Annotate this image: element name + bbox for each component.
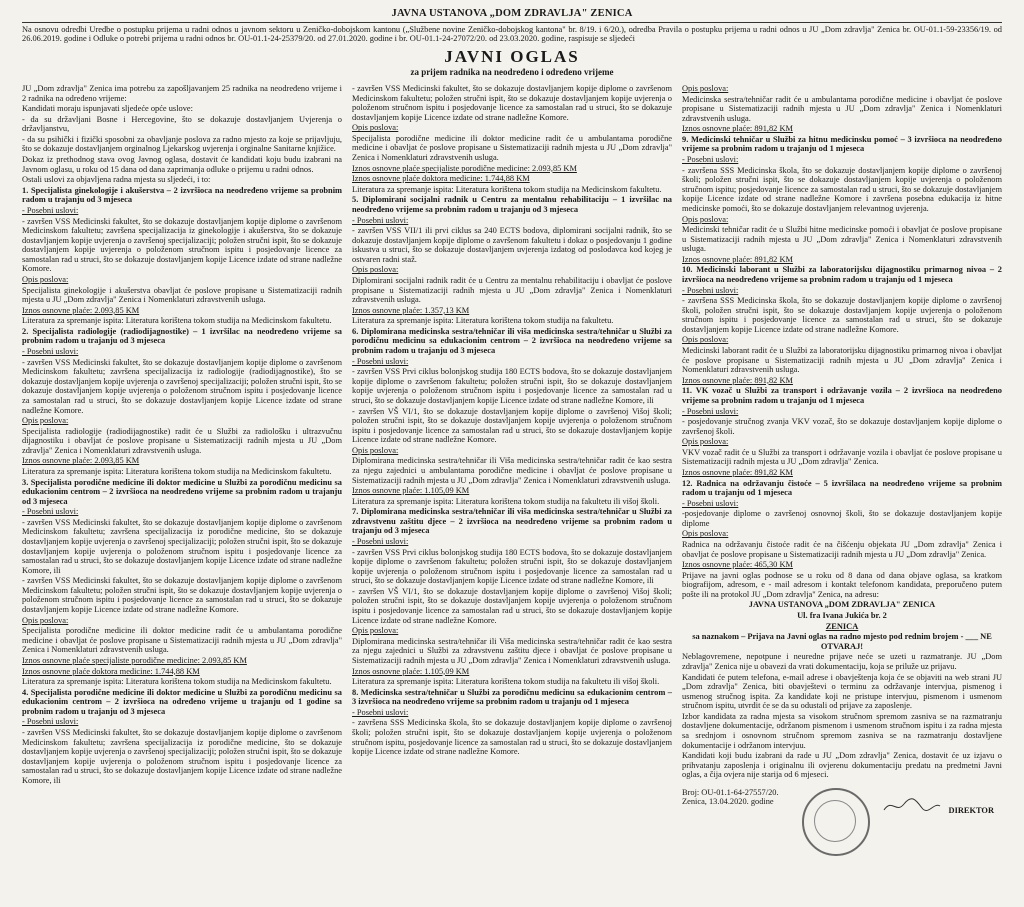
envelope-note: sa naznakom – Prijava na Javni oglas na radno mjesto pod rednim brojem - ___ NE OTVARAJ! <box>692 632 992 651</box>
main-title: JAVNI OGLAS <box>444 46 580 66</box>
duties-label: Opis poslova: <box>682 529 729 539</box>
duties-text: Specijalista ginekologije i akušerstva obavljat će poslove propisane u Sistematizaciji radnih mjesta u JU „Dom zdravlja" Zenica i Nomenklaturi zdravstvenih usluga. <box>22 285 342 305</box>
duties-label: Opis poslova: <box>352 445 399 455</box>
columns <box>22 84 1002 907</box>
section-heading: 11. VK vozač u Službi za transport i održavanje vozila – 2 izvršioca na neodređeno vrijeme sa probnim radom u trajanju od 1 mjeseca <box>682 386 1002 405</box>
conditions-text: - završen VŠ VI/1, što se dokazuje dostavljanjem kopije diplome o završenoj Višoj školi; položen stručni ispit, što se dokazuje dostavljanjem kopije uvjerenja o položenom stručnom ispitu i posjedovanje licence za samostalan rad u struci, što se dokazuje dostavljanjem kopije Licence izdate od strane nadležne Komore. <box>352 406 672 445</box>
salary: Iznos osnovne plaće: 465,30 KM <box>682 560 793 570</box>
section-heading: 4. Specijalista porodične medicine ili doktor medicine u Službi za porodičnu medicinu sa edukacionim centrom – 2 izvršioca na određeno vrijeme u trajanju od 1 godine sa probnim radom u trajanju od 3 mjeseca <box>22 687 342 716</box>
section-heading: 8. Medicinska sestra/tehničar u Službi za porodičnu medicinu sa edukacionim centrom – 3 izvršioca na neodređeno vrijeme sa probnim radom u trajanju od 1 mjeseca <box>352 687 672 707</box>
literature: Literatura za spremanje ispita: Literatura korištena tokom studija na fakultetu. <box>352 316 614 326</box>
literature: Literatura za spremanje ispita: Literatura korištena tokom studija na Medicinskom fakultetu. <box>22 316 332 326</box>
duties-text: Diplomirana medicinska sestra/tehničar ili Viša medicinska sestra/tehničar radit će kao sestra za njegu zajednici u ambulantama porodične medicine i obavljat će poslove propisane u Sistematizaciji radnih mjesta u JU „Dom zdravlja" Zenica i Nomenklaturi zdravstvenih usluga. <box>352 456 672 485</box>
salary: Iznos osnovne plaće: 891,82 KM <box>682 124 793 134</box>
duties-text: Medicinski laborant radit će u Službi za laboratorijsku dijagnostiku primarnog nivoa i obavljat će poslove propisane u Sistematizaciji radnih mjesta u JU „Dom zdravlja" Zenica i Nomenklaturi zdravstvenih usluga. <box>682 346 1002 375</box>
section-heading: 7. Diplomirana medicinska sestra/tehničar ili viša medicinska sestra/tehničar u Službi za zdravstvenu zaštitu djece – 2 izvršioca na neodređeno vrijeme sa probnim radom u trajanju od 3 mjeseca <box>352 507 672 536</box>
duties-label: Opis poslova: <box>682 335 729 345</box>
duties-text: Diplomirani socijalni radnik radit će u Centru za mentalnu rehabilitaciju i obavljat će poslove propisane u Sistematizaciji radnih mjesta u JU „Dom zdravlja" Zenica i Nomenklaturi zdravstvenih usluga. <box>352 275 672 305</box>
note-paragraph: Neblagovremene, nepotpune i neuredne prijave neće se uzeti u razmatranje. JU „Dom zdravlja" Zenica nije u obavezi da vrati dokumentaciju, koja se priluže uz prijavu. <box>682 652 1002 671</box>
salary: Iznos osnovne plaće: 891,82 KM <box>682 254 793 264</box>
conditions-text: - završena SSS Medicinska škola, što se dokazuje dostavljanjem kopije diplome o završenoj školi, položen stručni ispit, što se dokazuje dostavljanjem kopije uvjerenja o položenom stručnom ispitu i posjedovanje licence za samostalan rad u struci, što se dokazuje dostavljanjem kopije Licence izdate od strane nadležne Komore. <box>682 296 1002 334</box>
conditions-text: - završen VSS Prvi ciklus bolonjskog studija 180 ECTS bodova, što se dokazuje dostavljanjem kopije diplome o završenom fakultetu; položen stručni ispit, što se dokazuje dostavljanjem kopije uvjerenja o položenom stručnom ispitu i posjedovanje licence za samostalan rad u struci, što se dokazuje dostavljanjem kopije Licence izdate od strane nadležne Komore, ili <box>352 367 672 405</box>
paragraph: Dokaz iz prethodnog stava ovog Javnog oglasa, dostavit će kandidati koju budu izabrani na Javnom oglasu, u roku od 15 dana od dana zaprimanja odluke o prijemu u radni odnos. <box>22 155 342 174</box>
intro-paragraph: Na osnovu odredbi Uredbe o postupku prijema u radni odnos u javnom sektoru u Zeničko-dobojskom kantonu („Službene novine Zeničko-dobojskog kantona" br. 8/19. i 6/20.), odredba Pravila o postupku prijema u radni odnos u JU „Dom zdravlja" Zenica br. OU-01.1-59-23356/19. od 26.06.2019. godine i Odluke o potrebi prijema u radni odnos br. OU-01.1-24-25379/20. od 27.01.2020. godine i br. OU-01.1-24-27072/20. od 23.03.2020. godine, raspisuje se sljedeći <box>22 25 1002 44</box>
conditions-text: - završen VSS Medicinski fakultet, što se dokazuje dostavljanjem kopije diplome o završenom Medicinskom fakultetu; završena specijalizacija iz ginekologije i akušerstva, što se dokazuje dostavljanjem kopije uvjerenja o završenoj specijalizaciji; položen stručni ispit, što se dokazuje dostavljanjem kopije uvjerenja o položenom stručnom ispitu i posjedovanje licence za samostalan rad u struci, što se dokazuje dostavljanjem kopije Licence izdate od strane nadležne Komore. <box>22 216 342 274</box>
salary: Iznos osnovne plaće: 2.093,85 KM <box>22 305 140 315</box>
address-line: Ul. fra Ivana Jukića br. 2 <box>797 611 887 621</box>
paragraph: - da su državljani Bosne i Hercegovine, što se dokazuje dostavljanjem Uvjerenja o državljanstvu, <box>22 114 342 134</box>
conditions-label: - Posebni uslovi: <box>682 498 739 508</box>
address-line: ZENICA <box>825 621 859 631</box>
subtitle: za prijem radnika na neodređeno i određeno vrijeme <box>410 66 614 77</box>
director-title: DIREKTOR <box>948 805 994 815</box>
section-heading: 5. Diplomirani socijalni radnik u Centru za mentalnu rehabilitaciju – 1 izvršilac na neodređeno vrijeme sa probnim radom u trajanju od 3 mjeseca <box>352 195 672 214</box>
duties-label: Opis poslova: <box>22 615 69 625</box>
literature: Literatura za spremanje ispita: Literatura korištena tokom studija na Medicinskom fakultetu. <box>352 184 662 194</box>
salary: Iznos osnovne plaće specijaliste porodične medicine: 2.093,85 KM <box>22 655 247 665</box>
section-heading: 3. Specijalista porodične medicine ili doktor medicine u Službi za porodičnu medicinu sa edukacionim centrom – 2 izvršioca na neodređeno vrijeme sa probnim radom u trajanju od 3 mjeseca <box>22 477 342 506</box>
section-heading: 9. Medicinski tehničar u Službi za hitnu medicinsku pomoć – 3 izvršioca na neodređeno vrijeme sa probnim radom u trajanju od 1 mjeseca <box>682 134 1002 154</box>
duties-label: Opis poslova: <box>682 437 729 447</box>
note-paragraph: Kandidati koji budu izabrani da rade u JU „Dom zdravlja" Zenica, dostavit će uz izjavu o prihvatanju zaposlenja i originalnu ili ovjerenu dokumentaciju predatu na predmetni Javni oglas, a čija ovjera nije starija od 6 mjeseci. <box>682 751 1002 780</box>
note-paragraph: Izbor kandidata za radna mjesta sa visokom stručnom spremom zasniva se na razmatranju dostavljene dokumentacije, održanom pismenom i usmenom stručnom ispitu i za radna mjesta sa srednjom i osnovnom stručnom spremom zasniva se na razmatranju dostavljene dokumentacije i održanom intervjuu. <box>682 711 1002 750</box>
duties-text: Diplomirana medicinska sestra/tehničar ili Viša medicinska sestra/tehničar radit će kao sestra za njegu zajednici u Službi za zdravstvenu zaštitu djece i obavljat će poslove propisane u Sistematizaciji radnih mjesta u JU „Dom zdravlja" Zenica i Nomenklaturi zdravstvenih usluga. <box>352 636 672 665</box>
salary: Iznos osnovne plaće: 1.105,09 KM <box>352 486 470 496</box>
paragraph: - da su psihički i fizički sposobni za obavljanje poslova za radno mjesto za koje se prijavljuju, što se dokazuje dostavljanjem orginalnog Ljekarskog uvjerenja i orginalne Sanitarne knjižice. <box>22 134 342 154</box>
duties-label: Opis poslova: <box>682 214 729 224</box>
duties-label: Opis poslova: <box>22 274 69 284</box>
conditions-text: - završen VSS Medicinski fakultet, što se dokazuje dostavljanjem kopije diplome o završenom Medicinskom fakultetu; položen stručni ispit, što se dokazuje dostavljanjem kopije uvjerenja o položenom stručnom ispitu i posjedovanje licence za samostalan rad u struci, što se dokazuje dostavljanjem kopije Licence izdate od strane nadležne Komore. <box>22 576 342 615</box>
duties-text: Radnica na održavanju čistoće radit će na čišćenju objekata JU „Dom zdravlja" Zenica i obavljat će poslove propisane u Sistematizaciji radnih mjesta u JU „Dom zdravlja" Zenica. <box>682 540 1002 559</box>
conditions-label: - Posebni uslovi: <box>22 347 79 357</box>
salary: Iznos osnovne plaće specijaliste porodične medicine: 2.093,85 KM <box>352 163 577 173</box>
column-2 <box>352 84 672 907</box>
conditions-label: - Posebni uslovi: <box>22 507 79 517</box>
salary: Iznos osnovne plaće: 1.105,09 KM <box>352 666 470 676</box>
duties-label: Opis poslova: <box>22 416 69 426</box>
duties-text: Medicinska sestra/tehničar radit će u ambulantama porodične medicine i obavljat će poslove propisane u Sistematizaciji radnih mjesta u JU „Dom zdravlja" Zenica i Nomenklaturi zdravstvenih usluga. <box>682 94 1002 123</box>
conditions-text: - završen VSS Prvi ciklus bolonjskog studija 180 ECTS bodova, što se dokazuje dostavljanjem kopije diplome o završenom fakultetu; položen stručni ispit, što se dokazuje dostavljanjem kopije uvjerenja o položenom stručnom ispitu i posjedovanje licence za samostalan rad u struci, što se dokazuje dostavljanjem kopije Licence izdate od strane nadležne Komore, ili <box>352 547 672 586</box>
section-heading: 2. Specijalista radiologije (radiodijagnostike) – 1 izvršilac na neodređeno vrijeme sa probnim radom u trajanju od 3 mjeseca <box>22 326 342 346</box>
paragraph: Kandidati moraju ispunjavati sljedeće opće uslove: <box>22 104 193 114</box>
conditions-label: - Posebni uslovi: <box>352 356 409 366</box>
salary: Iznos osnovne plaće doktora medicine: 1.744,88 KM <box>22 666 200 676</box>
conditions-label: - Posebni uslovi: <box>682 285 739 295</box>
signature-block <box>682 788 1002 858</box>
duties-label: Opis poslova: <box>352 123 399 133</box>
paragraph: JU „Dom zdravlja" Zenica ima potrebu za zapošljavanjem 25 radnika na neodređeno vrijeme i 2 radnika na određeno vrijeme: <box>22 84 342 103</box>
issue-date: Zenica, 13.04.2020. godine <box>682 797 774 807</box>
duties-label: Opis poslova: <box>352 265 399 275</box>
paragraph: Ostali uslovi za objavljena radna mjesta su sljedeći, i to: <box>22 175 211 185</box>
section-heading: 12. Radnica na održavanju čistoće – 5 izvršilaca na neodređeno vrijeme sa probnim radom u trajanju od 1 mjeseca <box>682 478 1002 498</box>
conditions-text: - završena SSS Medicinska škola, što se dokazuje dostavljanjem kopije diplome o završenoj školi; položen stručni ispit, što se dokazuje dostavljanjem kopije uvjerenja o položenom stručnom ispitu, posjedovanje licence za samostalan rad u struci, što se dokazuje dostavljanjem kopije Licence izdate od strane nadležne Komore. <box>352 718 672 757</box>
signature-icon <box>882 796 942 816</box>
conditions-text: - završen VŠ VI/1, što se dokazuje dostavljanjem kopije diplome o završenoj Višoj školi; položen stručni ispit, što se dokazuje dostavljanjem kopije uvjerenja o položenom stručnom ispitu i posjedovanje licence za samostalan rad u struci, što se dokazuje dostavljanjem kopije Licence izdate od strane nadležne Komore. <box>352 586 672 625</box>
column-1 <box>22 84 342 907</box>
conditions-label: - Posebni uslovi: <box>682 155 739 165</box>
literature: Literatura za spremanje ispita: Literatura korištena tokom studija na Medicinskom fakultetu. <box>22 466 332 476</box>
duties-text: Specijalista porodične medicine ili doktor medicine radit će u ambulantama porodične medicine i obavljat će poslove propisane u Sistematizaciji radnih mjesta u JU „Dom zdravlja" Zenica i Nomenklaturi zdravstvenih usluga. <box>22 626 342 655</box>
conditions-label: - Posebni uslovi: <box>22 717 79 727</box>
conditions-label: - Posebni uslovi: <box>352 707 409 717</box>
conditions-text: - završen VSS Medicinski fakultet, što se dokazuje dostavljanjem kopije diplome o završenom Medicinskom fakultetu; završena specijalizacija iz porodične medicine, što se dokazuje dostavljanjem kopije uvjerenja o završenoj specijalizaciji; položen stručni ispit, što se dokazuje dostavljanjem kopije uvjerenja o položenom stručnom ispitu i posjedovanje licence za samostalan rad u struci, što se dokazuje dostavljanjem kopije Licence izdate od strane nadležne Komore, ili <box>22 517 342 575</box>
duties-label: Opis poslova: <box>682 84 729 93</box>
conditions-text: -posjedovanje diplome o završenoj osnovnoj školi, što se dokazuje dostavljanjem kopije diplome <box>682 509 1002 528</box>
official-stamp-icon <box>802 788 870 856</box>
duties-text: VKV vozač radit će u Službi za transport i održavanje vozila i obavljat će poslove propisane u Sistematizaciji radnih mjesta u JU „Dom zdravlja" Zenica. <box>682 447 1002 467</box>
duties-text: Specijalista porodične medicine ili doktor medicine radit će u ambulantama porodične medicine i obavljat će poslove propisane u Sistematizaciji radnih mjesta u JU „Dom zdravlja" Zenica i Nomenklaturi zdravstvenih usluga. <box>352 133 672 163</box>
address-line: JAVNA USTANOVA „DOM ZDRAVLJA" ZENICA <box>748 600 936 610</box>
conditions-label: - Posebni uslovi: <box>352 537 409 547</box>
duties-text: Medicinski tehničar radit će u Službi hitne medicinske pomoći i obavljat će poslove propisane u Sistematizaciji radnih mjesta u JU „Dom zdravlja" Zenica i Nomenklaturi zdravstvenih usluga. <box>682 225 1002 254</box>
duties-text: Specijalista radiologije (radiodijagnostike) radit će u Službi za radiološku i ultrazvučnu dijagnostiku i obavljat će poslove propisane u Sistematizaciji radnih mjesta u JU „Dom zdravlja" Zenica i Nomenklaturi zdravstvenih usluga. <box>22 426 342 455</box>
institution-header: JAVNA USTANOVA „DOM ZDRAVLJA" ZENICA <box>391 8 633 19</box>
literature: Literatura za spremanje ispita: Literatura korištena tokom studija na Medicinskom fakultetu. <box>22 677 332 687</box>
conditions-text: - završen VSS Medicinski fakultet, što se dokazuje dostavljanjem kopije diplome o završenom Medicinskom fakultetu; položen stručni ispit, što se dokazuje dostavljanjem kopije uvjerenja o položenom stručnom ispitu i posjedovanje licence za samostalan rad u struci, što se dokazuje dostavljanjem kopije Licence izdate od strane nadležne Komore. <box>352 84 672 122</box>
duties-label: Opis poslova: <box>352 626 399 636</box>
salary: Iznos osnovne plaće: 1.357,13 KM <box>352 305 470 315</box>
conditions-label: - Posebni uslovi: <box>682 406 739 416</box>
salary: Iznos osnovne plaće: 891,82 KM <box>682 375 793 385</box>
section-heading: 6. Diplomirana medicinska sestra/tehničar ili viša medicinska sestra/tehničar u Službi za porodičnu medicinu sa edukacionim centrom – 2 izvršioca na neodređeno vrijeme sa probnim radom u trajanju od 3 mjeseca <box>352 326 672 356</box>
application-text: Prijave na javni oglas podnose se u roku od 8 dana od dana objave oglasa, sa kratkom biografijom, adresom, e - mail adresom i kontakt telefonom kandidata, preporučeno putem pošte ili na protokol JU „Dom zdravlja" Zenica, na adresu: <box>682 570 1002 599</box>
salary: Iznos osnovne plaće: 891,82 KM <box>682 467 793 477</box>
header-divider <box>22 22 1002 23</box>
section-heading: 10. Medicinski laborant u Službi za laboratorijsku dijagnostiku primarnog nivoa – 2 izvršioca na neodređeno vrijeme sa probnim radom u trajanju od 1 mjeseca <box>682 265 1002 284</box>
salary: Iznos osnovne plaće doktora medicine: 1.744,88 KM <box>352 174 530 184</box>
conditions-text: - završena SSS Medicinska škola, što se dokazuje dostavljanjem kopije diplome o završenoj školi; položen stručni ispit, što se dokazuje dostavljanjem kopije uvjerenja o položenom stručnom ispitu; posjedovanje licence za samostalan rad u struci, što se dokazuje dostavljanjem kopije Licence izdate od strane nadležne Komore i završena posebna edukacija iz hitne medicinske pomoći, što se dokazuje dostavljanjem relevantnog uvjerenja. <box>682 165 1002 213</box>
conditions-text: - završen VSS Medicinski fakultet, što se dokazuje dostavljanjem kopije diplome o završenom Medicinskom fakultetu; završena specijalizacija iz porodične medicine, što se dokazuje dostavljanjem kopije uvjerenja o završenoj specijalizaciji; položen stručni ispit, što se dokazuje dostavljanjem kopije uvjerenja o položenom stručnom ispitu i posjedovanje licence za samostalan rad u struci, što se dokazuje dostavljanjem kopije Licence izdate od strane nadležne Komore, ili <box>22 728 342 785</box>
conditions-label: - Posebni uslovi: <box>352 215 409 225</box>
conditions-text: - završen VSS Medicinski fakultet, što se dokazuje dostavljanjem kopije diplome o završenom Medicinskom fakultetu; završena specijalizacija iz radiologije (radiodijagnostike), što se dokazuje dostavljanjem kopije uvjerenja o završenoj specijalizaciji; položen stručni ispit, što se dokazuje dostavljanjem kopije uvjerenja o položenom stručnom ispitu i posjedovanje licence za samostalan rad u struci, što se dokazuje dostavljanjem kopije Licence izdate od strane nadležne Komore. <box>22 357 342 415</box>
literature: Literatura za spremanje ispita: Literatura korištena tokom studija na fakultetu ili višoj školi. <box>352 677 660 687</box>
salary: Iznos osnovne plaće: 2.093,85 KM <box>22 456 140 466</box>
column-3 <box>682 84 1002 907</box>
note-paragraph: Kandidati će putem telefona, e-mail adrese i obavještenja koja će se objaviti na web strani JU „Dom zdravlja" Zenica, biti obavještevi o terminu za održavanje intervjua, pismenog i usmenog stručnog ispita. Za kandidate koji ne pristupe intervjuu, pismenom i usmenom stručnom ispitu, utvrdit će se da su odustali od prijave za zaposlenje. <box>682 672 1002 711</box>
section-heading: 1. Specijalista ginekologije i akušerstva – 2 izvršioca na neodređeno vrijeme sa probnim radom u trajanju od 3 mjeseca <box>22 185 342 205</box>
literature: Literatura za spremanje ispita: Literatura korištena tokom studija na fakultetu ili višoj školi. <box>352 496 660 506</box>
reference-number: Broj: OU-01.1-64-27557/20. <box>682 787 779 797</box>
conditions-text: - završen VSS VII/1 ili prvi ciklus sa 240 ECTS bodova, diplomirani socijalni radnik, što se dokazuje dostavljanjem kopije diplome o završenom fakultetu i dokaz o posjedovanju 1 godine iskustva u struci, što se dokazuje dostavljanjem uvjerenja izdatog od poslodavca kod kojeg je ostvaren radni staž. <box>352 226 672 264</box>
conditions-label: - Posebni uslovi: <box>22 205 79 215</box>
conditions-text: - posjedovanje stručnog zvanja VKV vozač, što se dokazuje dostavljanjem kopije diplome o završenoj školi. <box>682 417 1002 436</box>
